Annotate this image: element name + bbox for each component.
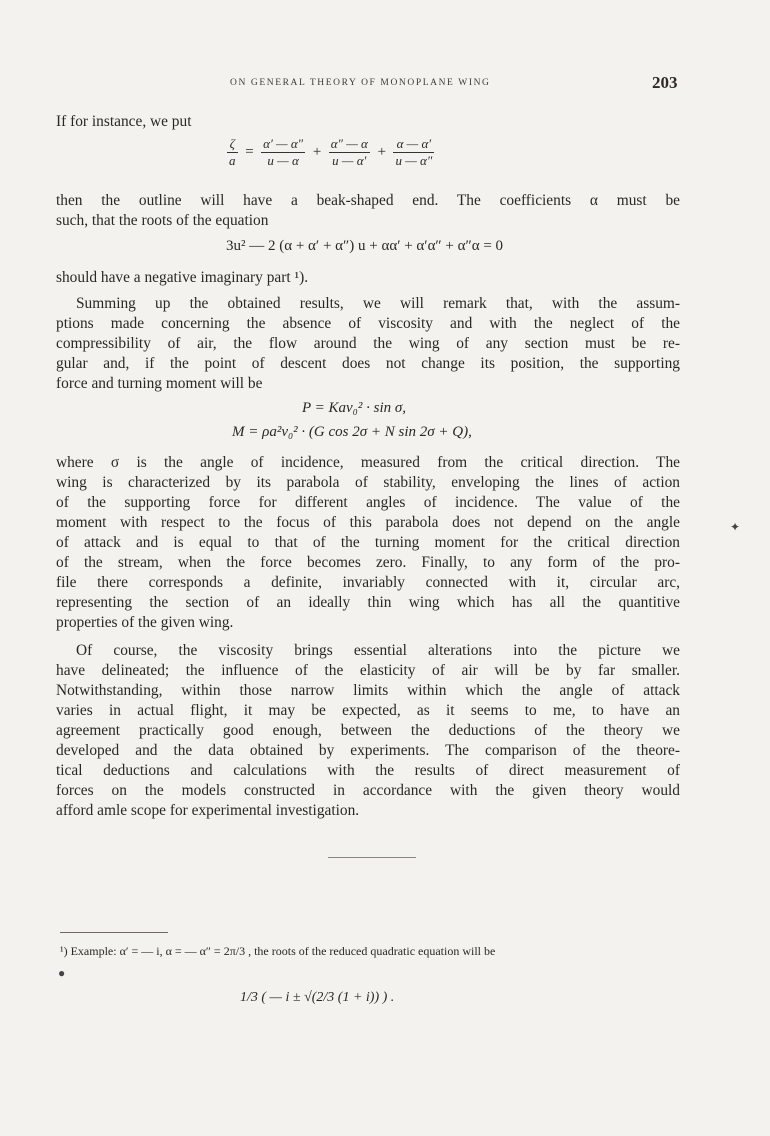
margin-dot: ● — [58, 966, 66, 980]
equation-2: 3u² — 2 (α + α′ + α″) u + αα′ + α′α″ + α″α = 0 — [226, 238, 504, 254]
equation-3b: M = ρa²v₀² · (G cos 2σ + N sin 2σ + Q), — [232, 424, 472, 440]
footnote-equation: 1/3 ( — i ± √(2/3 (1 + i)) ) . — [240, 990, 395, 1005]
paragraph-4-line-3: Notwithstanding, within those narrow limits within which the angle of attack — [56, 682, 680, 699]
paragraph-2-line-1: Summing up the obtained results, we will remark that, with the assum- — [76, 295, 680, 312]
paragraph-1-line-1: then the outline will have a beak-shaped end. The coefficients α must be — [56, 192, 680, 209]
paragraph-4-line-2: have delineated; the influence of the elasticity of air will be by far smaller. — [56, 662, 680, 679]
paragraph-2-line-4: gular and, if the point of descent does not change its position, the supporting — [56, 355, 680, 372]
paragraph-3-line-9: properties of the given wing. — [56, 614, 234, 631]
equation-1: $\frac{\zeta}{a}$ = $\frac{\alpha' — \alpha''}{u — \alpha}$ + $\frac{\alpha'' — \alpha}{u — \alpha'}$ + $\frac{\alpha — \alpha'}{u — \alpha''}$ — [229, 136, 433, 168]
paragraph-2-line-5: force and turning moment will be — [56, 375, 263, 392]
paragraph-3-line-6: of the stream, when the force becomes zero. Finally, to any form of the pro- — [56, 554, 680, 571]
line-after-equation-2: should have a negative imaginary part ¹). — [56, 269, 309, 286]
paragraph-4-line-5: agreement practically good enough, between the deductions of the theory we — [56, 722, 680, 739]
section-divider — [328, 857, 416, 858]
paragraph-4-line-8: forces on the models constructed in accordance with the given theory would — [56, 782, 680, 799]
paragraph-3-line-3: of the supporting force for different angles of incidence. The value of the — [56, 494, 680, 511]
paragraph-3-line-8: representing the section of an ideally thin wing which has all the quantitive — [56, 594, 680, 611]
equation-3a: P = Kav₀² · sin σ, — [302, 400, 407, 416]
paragraph-3-line-1: where σ is the angle of incidence, measured from the critical direction. The — [56, 454, 680, 471]
paragraph-3-line-5: of attack and is equal to that of the turning moment for the critical direction — [56, 534, 680, 551]
paragraph-4-line-4: varies in actual flight, it may be expected, as it seems to me, to have an — [56, 702, 680, 719]
footnote-rule — [60, 932, 168, 933]
paragraph-4-line-9: afford amle scope for experimental investigation. — [56, 802, 360, 819]
footnote-text: ¹) Example: α′ = — i, α = — α″ = 2π/3 , the roots of the reduced quadratic equation will be — [60, 944, 496, 958]
paragraph-3-line-2: wing is characterized by its parabola of stability, enveloping the lines of action — [56, 474, 680, 491]
page-number: 203 — [652, 73, 678, 92]
paragraph-3-line-7: file there corresponds a definite, invariably connected with it, circular arc, — [56, 574, 680, 591]
paragraph-3-line-4: moment with respect to the focus of this parabola does not depend on the angle — [56, 514, 680, 531]
margin-mark: ✦ — [730, 520, 741, 534]
paragraph-2-line-2: ptions made concerning the absence of viscosity and with the neglect of the — [56, 315, 680, 332]
paragraph-2-line-3: compressibility of air, the flow around the wing of any section must be re- — [56, 335, 680, 352]
paragraph-4-line-1: Of course, the viscosity brings essential alterations into the picture we — [76, 642, 680, 659]
running-title: ON GENERAL THEORY OF MONOPLANE WING — [230, 78, 491, 88]
paragraph-4-line-7: tical deductions and calculations with the results of direct measurement of — [56, 762, 680, 779]
intro-line: If for instance, we put — [56, 113, 192, 130]
paragraph-1-line-2: such, that the roots of the equation — [56, 212, 269, 229]
paragraph-4-line-6: developed and the data obtained by experiments. The comparison of the theore- — [56, 742, 680, 759]
